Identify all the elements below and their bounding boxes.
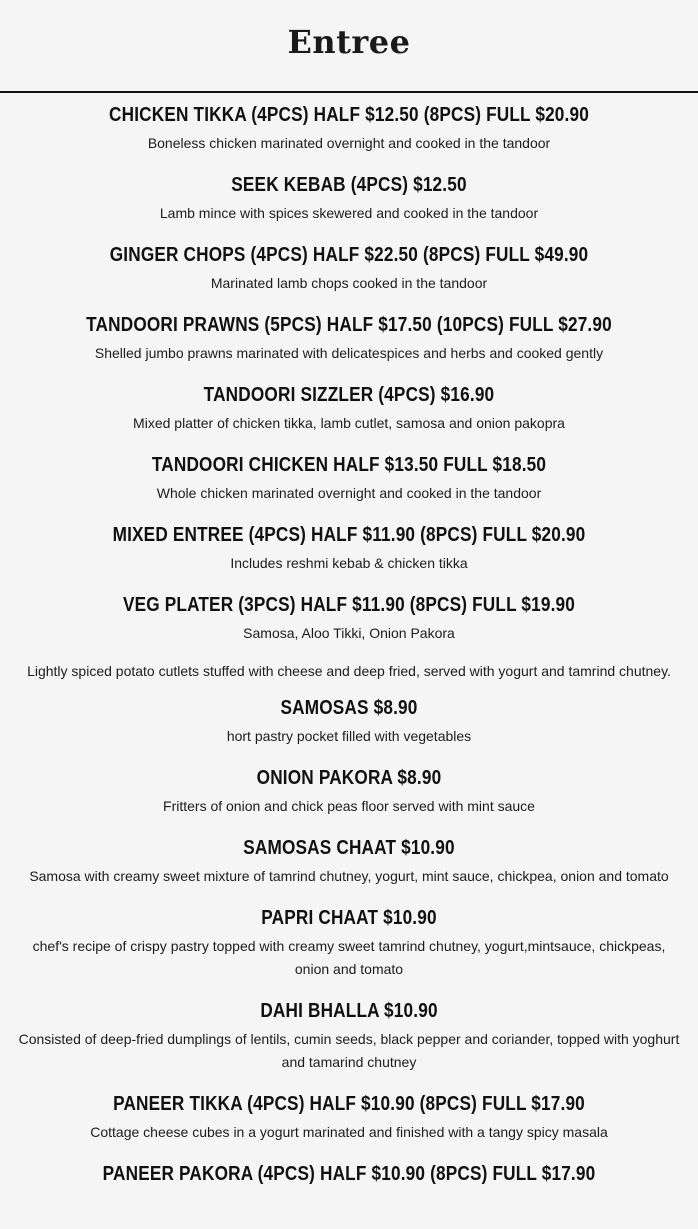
- menu-item-title: TANDOORI SIZZLER (4PCS) $16.90: [203, 384, 495, 406]
- menu-item-description: Cottage cheese cubes in a yogurt marinated and finished with a tangy spicy masala: [90, 1124, 608, 1140]
- menu-item: [0, 903, 698, 981]
- menu-item-title: ONION PAKORA $8.90: [256, 767, 442, 789]
- menu-item-description: Boneless chicken marinated overnight and cooked in the tandoor: [147, 135, 551, 151]
- menu-item: [0, 520, 698, 575]
- menu-item-description: hort pastry pocket filled with vegetables: [226, 728, 472, 744]
- menu-item-description: Includes reshmi kebab & chicken tikka: [230, 555, 468, 571]
- menu-item: [0, 100, 698, 155]
- menu-item-description: Shelled jumbo prawns marinated with delicatespices and herbs and cooked gently: [94, 345, 604, 361]
- menu-item-title: SEEK KEBAB (4PCS) $12.50: [231, 174, 467, 196]
- menu-item-title: PAPRI CHAAT $10.90: [261, 907, 437, 929]
- menu-item-description: Samosa, Aloo Tikki, Onion Pakora: [243, 625, 455, 641]
- menu-item-title: TANDOORI PRAWNS (5PCS) HALF $17.50 (10PCS) FULL $27.90: [86, 314, 612, 336]
- menu-item-title: SAMOSAS $8.90: [280, 697, 418, 719]
- menu-item-title: SAMOSAS CHAAT $10.90: [243, 837, 455, 859]
- menu-item: [0, 450, 698, 505]
- menu-item: [0, 996, 698, 1074]
- page-title: Entree: [287, 23, 411, 61]
- menu-item-title: VEG PLATER (3PCS) HALF $11.90 (8PCS) FULL $19.90: [122, 594, 576, 616]
- menu-item-title: DAHI BHALLA $10.90: [260, 1000, 438, 1022]
- menu-item-title: CHICKEN TIKKA (4PCS) HALF $12.50 (8PCS) FULL $20.90: [109, 104, 589, 126]
- menu-item: [0, 310, 698, 365]
- menu-item: [0, 1159, 698, 1189]
- menu-item-description: Lamb mince with spices skewered and cooked in the tandoor: [159, 205, 539, 221]
- menu-item-description: Consisted of deep-fried dumplings of lentils, cumin seeds, black pepper and coriander, topped with yoghurt and tamarind chutney: [18, 1031, 680, 1070]
- menu-item-description: Whole chicken marinated overnight and cooked in the tandoor: [156, 485, 542, 501]
- menu-item-title: MIXED ENTREE (4PCS) HALF $11.90 (8PCS) FULL $20.90: [112, 524, 586, 546]
- menu-item: [0, 240, 698, 295]
- menu-standalone-description: [0, 660, 698, 683]
- title-divider: [0, 91, 698, 93]
- menu-item-description: Marinated lamb chops cooked in the tandoor: [210, 275, 488, 291]
- menu-item-description: Lightly spiced potato cutlets stuffed with cheese and deep fried, served with yogurt and tamrind chutney.: [27, 663, 671, 679]
- menu-item-title: PANEER PAKORA (4PCS) HALF $10.90 (8PCS) FULL $17.90: [102, 1163, 596, 1185]
- menu-item: [0, 693, 698, 748]
- menu-item-description: Samosa with creamy sweet mixture of tamrind chutney, yogurt, mint sauce, chickpea, onion and tomato: [29, 868, 669, 884]
- menu-item: [0, 763, 698, 818]
- menu-item-description: Fritters of onion and chick peas floor served with mint sauce: [163, 798, 535, 814]
- menu-item-title: GINGER CHOPS (4PCS) HALF $22.50 (8PCS) FULL $49.90: [109, 244, 589, 266]
- menu-list: [0, 100, 698, 1189]
- menu-item: [0, 1089, 698, 1144]
- menu-item-title: PANEER TIKKA (4PCS) HALF $10.90 (8PCS) FULL $17.90: [113, 1093, 585, 1115]
- menu-item: [0, 170, 698, 225]
- menu-item-description: Mixed platter of chicken tikka, lamb cutlet, samosa and onion pakopra: [133, 415, 565, 431]
- menu-item-description: chef's recipe of crispy pastry topped with creamy sweet tamrind chutney, yogurt,mintsauce, chickpeas, onion and tomato: [32, 938, 666, 977]
- menu-item-title: TANDOORI CHICKEN HALF $13.50 FULL $18.50: [151, 454, 547, 476]
- menu-item: [0, 380, 698, 435]
- menu-item: [0, 833, 698, 888]
- menu-item: [0, 590, 698, 645]
